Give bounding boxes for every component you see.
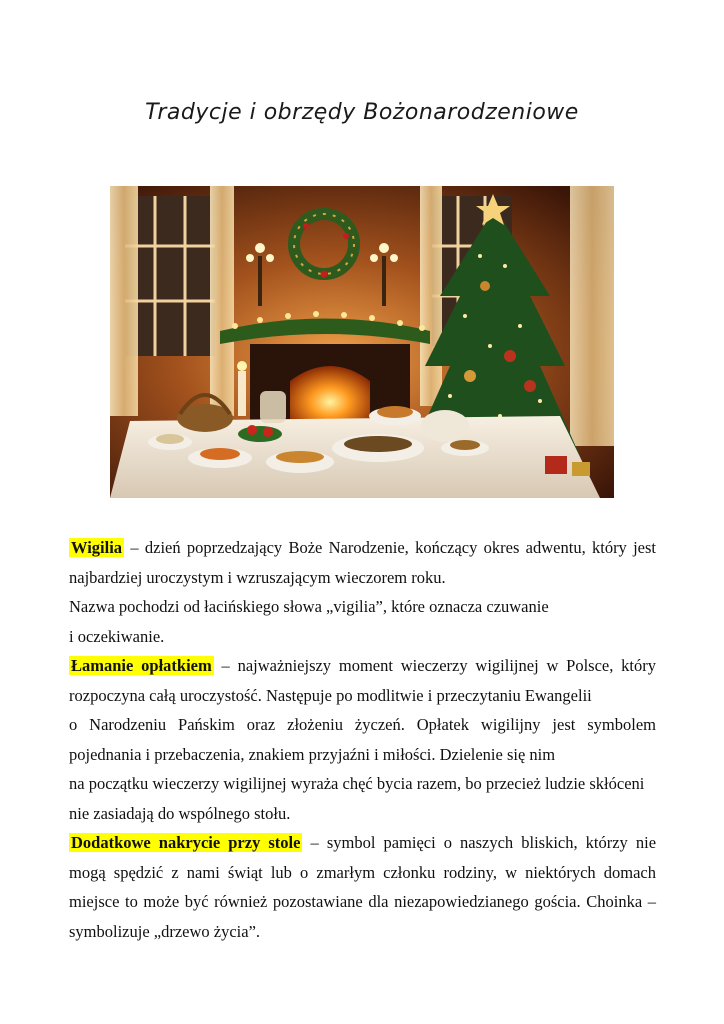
oplatek-line-1: Łamanie opłatkiem – najważniejszy moment wieczerzy wigilijnej w Polsce, który	[71, 656, 657, 675]
wigilia-line-2: najbardziej uroczystym i wzruszającym wieczorem roku.	[69, 567, 446, 587]
oplatek-line-6: nie zasiadają do wspólnego stołu.	[69, 803, 291, 823]
nakrycie-line-3: miejsce to może być również pozostawiane dla niezapowiedzianego gościa. Choinka –	[69, 892, 656, 911]
wigilia-line-1: Wigilia – dzień poprzedzający Boże Narodzenie, kończący okres adwentu, który jest	[71, 538, 657, 557]
term-wigilia: Wigilia	[71, 538, 123, 557]
oplatek-line-3: o Narodzeniu Pańskim oraz złożeniu życzeń. Opłatek wigilijny jest symbolem	[69, 715, 656, 734]
nakrycie-line-4: symbolizuje „drzewo życia”.	[69, 921, 261, 941]
term-nakrycie: Dodatkowe nakrycie przy stole	[71, 833, 301, 852]
oplatek-line-4: pojednania i przebaczenia, znakiem przyjaźni i miłości. Dzielenie się nim	[69, 744, 556, 764]
page-title: Tradycje i obrzędy Bożonarodzeniowe	[145, 100, 579, 125]
nakrycie-line-1: Dodatkowe nakrycie przy stole – symbol pamięci o naszych bliskich, którzy nie	[71, 833, 657, 852]
christmas-eve-table-illustration	[110, 186, 614, 498]
wigilia-line-4: i oczekiwanie.	[69, 626, 165, 646]
body-text	[69, 533, 656, 946]
nakrycie-line-2: mogą spędzić z nami świąt lub o zmarłym członku rodziny, w niektórych domach	[69, 862, 656, 882]
term-oplatek: Łamanie opłatkiem	[71, 656, 212, 675]
oplatek-line-5: na początku wieczerzy wigilijnej wyraża chęć bycia razem, bo przecież ludzie skłóceni	[69, 774, 645, 793]
oplatek-line-2: rozpoczyna całą uroczystość. Następuje po modlitwie i przeczytaniu Ewangelii	[69, 685, 592, 705]
wigilia-line-3: Nazwa pochodzi od łacińskiego słowa „vigilia”, które oznacza czuwanie	[69, 597, 549, 616]
